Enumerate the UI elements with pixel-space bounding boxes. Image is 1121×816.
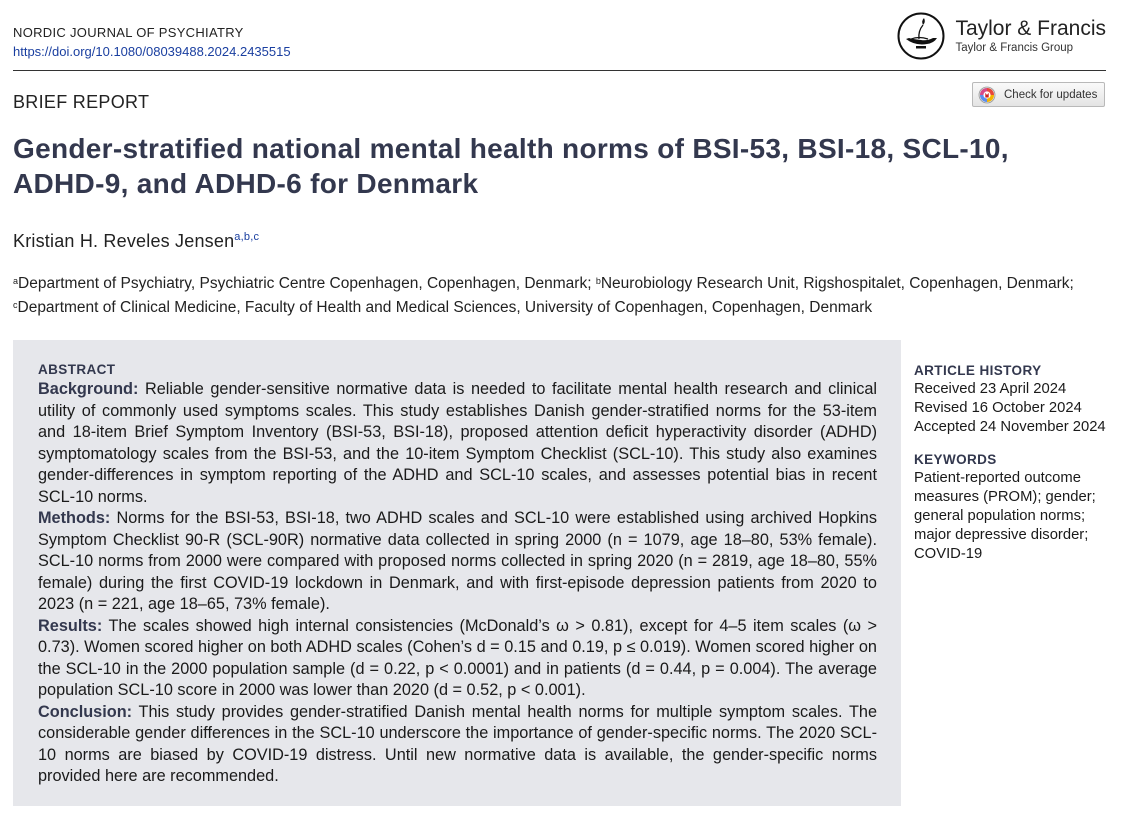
conclusion-label: Conclusion: xyxy=(38,702,133,721)
check-for-updates-label: Check for updates xyxy=(1004,88,1098,101)
results-text: The scales showed high internal consistencies (McDonald’s ω > 0.81), except for 4–5 item scales (ω > 0.73). Women scored higher on both ADHD scales (Cohen’s d = 0.15 and 0.19, p ≤ 0.019). Women scored higher on the SCL-10 in the 2000 population sample (d = 0.22, p < 0.0001) and in patients (d = 0.44, p = 0.004). The average population SCL-10 score in 2000 was lower than 2020 (d = 0.52, p < 0.001). xyxy=(38,616,877,699)
conclusion-text: This study provides gender-stratified Danish mental health norms for multiple symptom scales. The considerable gender differences in the SCL-10 underscore the importance of gender-specific norms. The 2020 SCL-10 norms are biased by COVID-19 distress. Until new normative data is available, the gender-specific norms provided here are recommended. xyxy=(38,702,877,785)
author-name[interactable]: Kristian H. Reveles Jensen xyxy=(13,231,235,251)
publisher-name: Taylor & Francis xyxy=(955,17,1106,40)
article-sidebar xyxy=(914,362,1114,564)
methods-label: Methods: xyxy=(38,509,111,527)
author-affiliation-marks: a,b,c xyxy=(234,231,260,243)
results-label: Results: xyxy=(38,616,103,635)
affiliation-text: Neurobiology Research Unit, Rigshospitalet, Copenhagen, Denmark; xyxy=(600,275,1074,292)
affiliation-text: Department of Psychiatry, Psychiatric Centre Copenhagen, Copenhagen, Denmark; xyxy=(18,275,592,292)
abstract-box xyxy=(13,340,901,806)
abstract-methods xyxy=(38,508,877,616)
revised-date: Revised 16 October 2024 xyxy=(914,400,1082,416)
publisher-group: Taylor & Francis Group xyxy=(955,42,1074,54)
affiliations xyxy=(13,271,1108,318)
abstract-background xyxy=(38,379,877,508)
article-history-heading: ARTICLE HISTORY xyxy=(914,363,1042,378)
abstract-conclusion xyxy=(38,702,877,788)
affiliation-mark: a xyxy=(13,276,19,286)
accepted-date: Accepted 24 November 2024 xyxy=(914,419,1106,435)
background-label: Background: xyxy=(38,380,139,398)
abstract-results xyxy=(38,616,877,702)
check-for-updates-button[interactable] xyxy=(972,82,1105,107)
page-header xyxy=(13,10,1106,71)
affiliation-mark: b xyxy=(595,276,601,286)
background-text: Reliable gender-sensitive normative data is needed to facilitate mental health research and clinical utility of commonly used symptoms scales. This study establishes Danish gender-stratified norms for the 53-item and 18-item Brief Symptom Inventory (BSI-53, BSI-18), proposed attention deficit hyperactivity disorder (ADHD) symptomatology scales from the BSI-53, and the 10-item Symptom Checklist (SCL-10). This study also examines gender-differences in symptom reporting of the ADHD and SCL-10 scales, and assesses potential bias in recent SCL-10 norms. xyxy=(38,380,878,506)
methods-text: Norms for the BSI-53, BSI-18, two ADHD scales and SCL-10 were established using archived Hopkins Symptom Checklist 90-R (SCL-90R) normative data collected in spring 2000 (n = 1079, age 18–80, 53% female). SCL-10 norms from 2000 were compared with proposed norms collected in spring 2020 (n = 2819, age 18–80, 55% female) during the first COVID-19 lockdown in Denmark, and with first-episode depression patients from 2020 to 2023 (n = 221, age 18–65, 73% female). xyxy=(38,509,877,613)
abstract-heading: ABSTRACT xyxy=(38,362,116,377)
article-title: Gender-stratified national mental health norms of BSI-53, BSI-18, SCL-10, ADHD-9, and ADHD-6 for Denmark xyxy=(13,133,1009,199)
report-type: BRIEF REPORT xyxy=(13,92,150,112)
keywords-text: Patient-reported outcome measures (PROM); gender; general population norms; major depressive disorder; COVID-19 xyxy=(914,470,1096,562)
publisher-block xyxy=(897,10,1106,62)
affiliation-mark: c xyxy=(13,299,18,310)
journal-name: NORDIC JOURNAL OF PSYCHIATRY xyxy=(13,25,244,40)
received-date: Received 23 April 2024 xyxy=(914,381,1067,397)
keywords-heading: KEYWORDS xyxy=(914,452,997,467)
crossmark-icon xyxy=(978,86,996,104)
taylor-francis-lamp-logo-icon xyxy=(897,12,945,60)
author-line xyxy=(13,231,259,252)
doi-link[interactable]: https://doi.org/10.1080/08039488.2024.2435515 xyxy=(13,44,291,59)
affiliation-text: Department of Clinical Medicine, Faculty of Health and Medical Sciences, University of Copenhagen, Copenhagen, Denmark xyxy=(17,298,873,316)
